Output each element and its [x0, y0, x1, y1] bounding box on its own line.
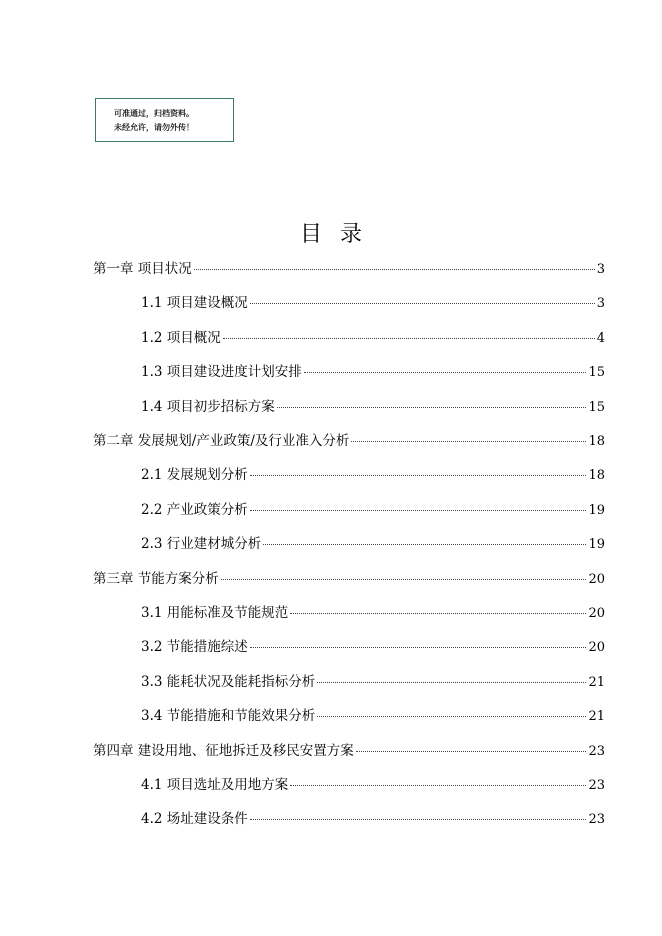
toc-chapter-entry[interactable]	[93, 259, 605, 279]
toc-entry-label: 2.1 发展规划分析	[141, 467, 248, 484]
toc-chapter-entry[interactable]	[93, 569, 605, 589]
toc-dot-leader	[290, 612, 586, 614]
toc-page-number: 3	[596, 296, 605, 312]
toc-section-entry[interactable]	[141, 293, 605, 313]
toc-page-number: 21	[588, 674, 605, 690]
toc-page-number: 4	[596, 330, 605, 346]
toc-entry-label: 2.3 行业建材城分析	[141, 536, 262, 553]
toc-entry-label: 4.2 场址建设条件	[141, 811, 248, 828]
toc-entry-label: 3.4 节能措施和节能效果分析	[141, 708, 316, 725]
toc-page-number: 20	[588, 640, 605, 656]
toc-dot-leader	[194, 268, 595, 270]
toc-section-entry[interactable]	[141, 465, 605, 485]
toc-entry-label: 2.2 产业政策分析	[141, 501, 248, 518]
toc-entry-label: 1.4 项目初步招标方案	[141, 398, 275, 415]
toc-entry-label: 1.2 项目概况	[141, 329, 221, 346]
toc-entry-label: 1.3 项目建设进度计划安排	[141, 364, 302, 381]
toc-dot-leader	[317, 681, 586, 683]
toc-page-number: 21	[588, 709, 605, 725]
toc-section-entry[interactable]	[141, 397, 605, 417]
toc-dot-leader	[250, 818, 587, 820]
toc-section-entry[interactable]	[141, 500, 605, 520]
toc-entry-label: 第一章 项目状况	[93, 261, 192, 277]
toc-section-entry[interactable]	[141, 328, 605, 348]
toc-page-number: 19	[588, 537, 605, 553]
toc-dot-leader	[250, 302, 595, 304]
toc-entry-label: 3.1 用能标准及节能规范	[141, 605, 289, 621]
toc-section-entry[interactable]	[141, 362, 605, 382]
toc-dot-leader	[250, 646, 587, 648]
toc-page-number: 19	[588, 502, 605, 518]
toc-dot-leader	[290, 784, 586, 786]
toc-dot-leader	[351, 440, 586, 442]
toc-section-entry[interactable]	[141, 637, 605, 657]
toc-section-entry[interactable]	[141, 775, 605, 795]
toc-dot-leader	[356, 750, 587, 752]
toc-page-number: 23	[588, 743, 605, 759]
toc-chapter-entry[interactable]	[93, 741, 605, 761]
toc-entry-label: 3.2 节能措施综述	[141, 639, 248, 656]
toc-entry-label: 第四章 建设用地、征地拆迁及移民安置方案	[93, 742, 354, 759]
toc-page-number: 18	[588, 434, 605, 449]
toc-page-number: 18	[588, 468, 605, 484]
toc-entry-label: 4.1 项目选址及用地方案	[141, 777, 289, 793]
toc-page-number: 3	[596, 262, 605, 277]
toc-page-number: 20	[588, 606, 605, 621]
toc-dot-leader	[250, 509, 587, 511]
toc-section-entry[interactable]	[141, 603, 605, 623]
toc-section-entry[interactable]	[141, 672, 605, 692]
toc-entry-label: 第二章 发展规划/产业政策/及行业准入分析	[93, 433, 350, 449]
toc-page-number: 15	[588, 365, 605, 381]
toc-dot-leader	[317, 715, 586, 717]
toc-title: 目录	[299, 222, 380, 247]
toc-page-number: 23	[588, 778, 605, 793]
toc-dot-leader	[263, 543, 586, 545]
confidential-notice-box	[95, 98, 234, 142]
notice-line-1: 可准通过，归档资料。	[114, 109, 194, 118]
toc-page-number: 20	[588, 571, 605, 587]
toc-section-entry[interactable]	[141, 809, 605, 829]
toc-page-number: 15	[588, 399, 605, 415]
toc-page-number: 23	[588, 812, 605, 828]
toc-section-entry[interactable]	[141, 706, 605, 726]
toc-dot-leader	[277, 406, 587, 408]
toc-entry-label: 1.1 项目建设概况	[141, 295, 248, 312]
toc-dot-leader	[304, 371, 587, 373]
toc-entry-label: 3.3 能耗状况及能耗指标分析	[141, 673, 316, 690]
toc-dot-leader	[250, 474, 587, 476]
toc-entry-label: 第三章 节能方案分析	[93, 570, 219, 587]
toc-chapter-entry[interactable]	[93, 431, 605, 451]
toc-dot-leader	[223, 337, 595, 339]
notice-line-2: 未经允许，请勿外传！	[114, 123, 194, 132]
toc-section-entry[interactable]	[141, 534, 605, 554]
toc-dot-leader	[221, 578, 587, 580]
